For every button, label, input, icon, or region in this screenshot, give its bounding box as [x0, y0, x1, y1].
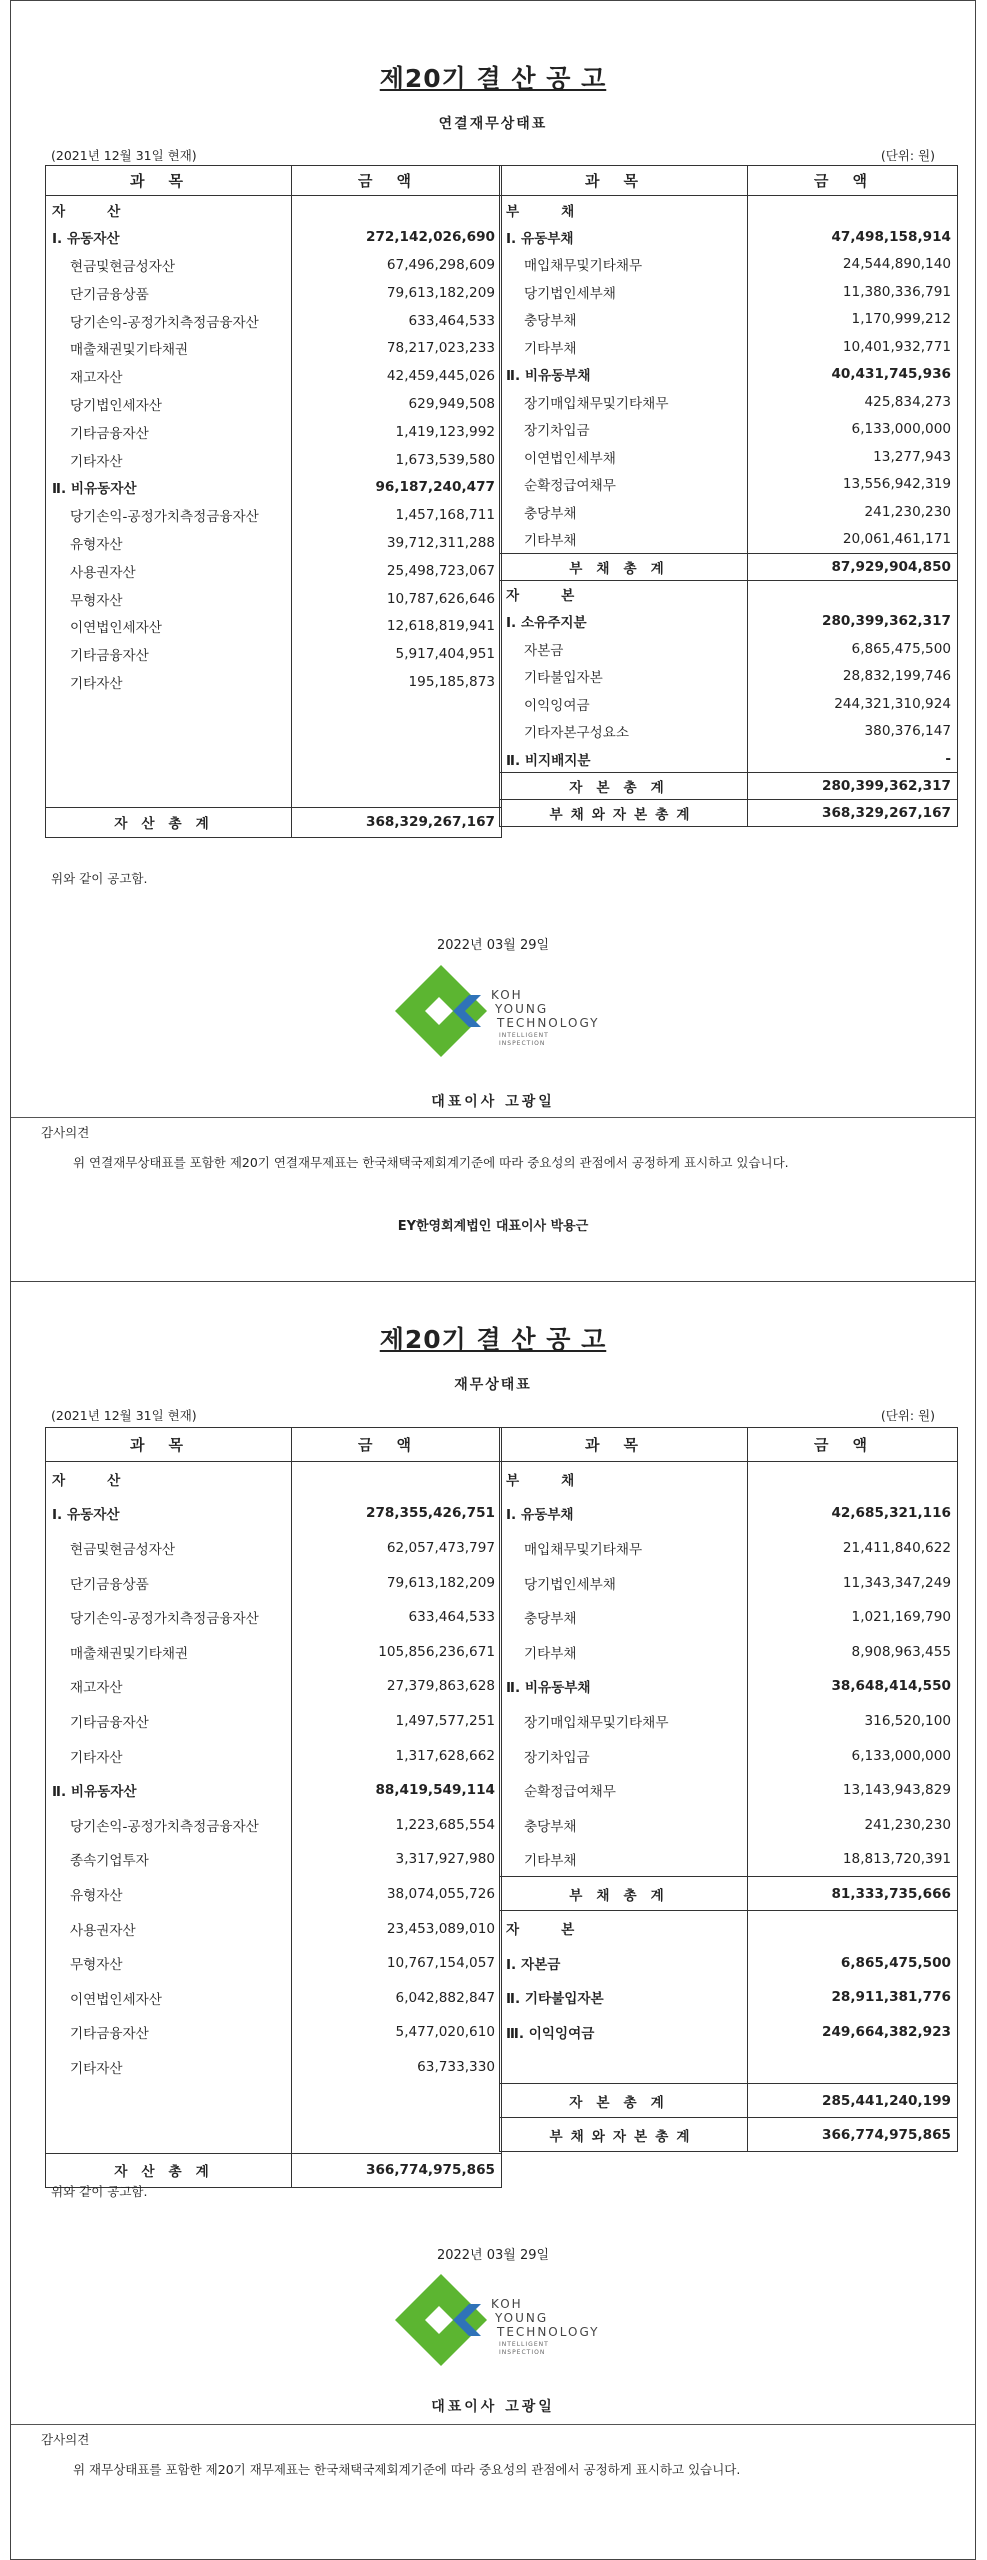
table-row [46, 1634, 502, 1669]
as-of-date: (2021년 12월 31일 현재) [51, 148, 197, 163]
item-label: 사용권자산 [46, 557, 292, 585]
table-row [500, 1496, 958, 1531]
logo-line3: TECHNOLOGY [497, 2325, 600, 2339]
table-row [500, 223, 958, 251]
table-row [46, 1807, 502, 1842]
table-row [46, 473, 502, 501]
table-row [46, 668, 502, 696]
column-header-item: 과목 [500, 166, 748, 196]
logo-line4: INTELLIGENT [499, 2341, 549, 2348]
item-label: 장기매입채무및기타채무 [500, 388, 748, 416]
liab-total-label: 부채총계 [500, 553, 748, 580]
logo-line1: KOH [491, 988, 523, 1002]
item-label: 기타자산 [46, 2050, 292, 2085]
item-label: Ⅲ. 이익잉여금 [500, 2014, 748, 2049]
table-row [500, 745, 958, 773]
item-value: 1,457,168,711 [292, 501, 502, 529]
column-header-amount: 금액 [292, 166, 502, 196]
item-value: 272,142,026,690 [292, 223, 502, 251]
koh-young-logo-icon [391, 961, 621, 1065]
equity-total-value: 280,399,362,317 [748, 773, 958, 800]
statement-subtitle: 연결재무상태표 [438, 116, 548, 132]
item-value: 278,355,426,751 [292, 1496, 502, 1531]
equity-total-label: 자본총계 [500, 773, 748, 800]
item-value: 280,399,362,317 [748, 608, 958, 636]
consolidated-statement-notice [10, 0, 976, 1282]
item-label: Ⅱ. 비유동부채 [500, 1669, 748, 1704]
company-logo [391, 961, 621, 1065]
item-value: 629,949,508 [292, 390, 502, 418]
table-row [46, 640, 502, 668]
le-total-value: 368,329,267,167 [748, 800, 958, 827]
table-row [500, 1980, 958, 2015]
item-value: 88,419,549,114 [292, 1773, 502, 1808]
table-row [500, 251, 958, 279]
table-row [46, 251, 502, 279]
empty-row [46, 2084, 502, 2119]
item-label: 기타부채 [500, 1634, 748, 1669]
audit-opinion-text: 위 재무상태표를 포함한 제20기 재무제표는 한국채택국제회계기준에 따라 중요성의 관점에서 공정하게 표시하고 있습니다. [73, 2462, 741, 2477]
table-row [500, 1911, 958, 1946]
item-label: 이익잉여금 [500, 690, 748, 718]
table-row [46, 334, 502, 362]
table-row [500, 526, 958, 554]
table-row [46, 1842, 502, 1877]
item-value: 5,477,020,610 [292, 2015, 502, 2050]
item-value: 79,613,182,209 [292, 279, 502, 307]
item-label: 당기손익-공정가치측정금융자산 [46, 1807, 292, 1842]
item-value: 1,223,685,554 [292, 1807, 502, 1842]
item-value: 67,496,298,609 [292, 251, 502, 279]
le-total-label: 부채와자본총계 [500, 2118, 748, 2152]
table-row [500, 1462, 958, 1497]
item-label: Ⅰ. 소유주지분 [500, 608, 748, 636]
table-row [46, 1980, 502, 2015]
table-row [500, 498, 958, 526]
table-row [500, 690, 958, 718]
item-label: Ⅱ. 비유동부채 [500, 361, 748, 389]
notice-text: 위와 같이 공고함. [51, 871, 148, 886]
table-row [46, 501, 502, 529]
item-label: 재고자산 [46, 1669, 292, 1704]
audit-opinion-label: 감사의견 [41, 2432, 90, 2447]
item-value: 11,380,336,791 [748, 278, 958, 306]
table-row [500, 196, 958, 224]
item-label: 장기차입금 [500, 416, 748, 444]
table-row [46, 1496, 502, 1531]
item-value: 13,556,942,319 [748, 471, 958, 499]
item-value: 12,618,819,941 [292, 612, 502, 640]
item-value: 195,185,873 [292, 668, 502, 696]
item-value: 6,865,475,500 [748, 1945, 958, 1980]
table-row [46, 1669, 502, 1704]
item-value: 28,832,199,746 [748, 663, 958, 691]
divider [11, 1117, 975, 1118]
item-label: 사용권자산 [46, 1911, 292, 1946]
item-label: 당기손익-공정가치측정금융자산 [46, 501, 292, 529]
table-row [500, 718, 958, 746]
table-row [46, 1911, 502, 1946]
liab-total-label: 부채총계 [500, 1877, 748, 1911]
item-label: 충당부채 [500, 1600, 748, 1635]
logo-line2: YOUNG [495, 1002, 549, 1016]
item-label: 당기법인세부채 [500, 1565, 748, 1600]
item-value: 27,379,863,628 [292, 1669, 502, 1704]
section-header: 부채 [500, 1462, 748, 1497]
table-row [500, 1600, 958, 1635]
logo-line3: TECHNOLOGY [497, 1016, 600, 1030]
item-value: 47,498,158,914 [748, 223, 958, 251]
audit-opinion-label: 감사의견 [41, 1125, 90, 1140]
item-value: 380,376,147 [748, 718, 958, 746]
table-row [46, 557, 502, 585]
item-label: 단기금융상품 [46, 279, 292, 307]
column-header-item: 과목 [500, 1428, 748, 1462]
notice-date: 2022년 03월 29일 [436, 938, 550, 953]
item-label: 기타자산 [46, 668, 292, 696]
item-value: 8,908,963,455 [748, 1634, 958, 1669]
notice-text: 위와 같이 공고함. [51, 2184, 148, 2199]
item-label: 기타금융자산 [46, 1704, 292, 1739]
column-header-amount: 금액 [292, 1428, 502, 1462]
item-label: 기타자산 [46, 446, 292, 474]
item-value: 316,520,100 [748, 1704, 958, 1739]
item-value: 13,277,943 [748, 443, 958, 471]
table-row [500, 663, 958, 691]
assets-table [45, 1427, 502, 2188]
section-header: 자산 [46, 196, 292, 224]
table-row [46, 529, 502, 557]
table-row [46, 1738, 502, 1773]
koh-young-logo-icon [391, 2270, 621, 2374]
item-value: 1,673,539,580 [292, 446, 502, 474]
item-value: 5,917,404,951 [292, 640, 502, 668]
item-label: 순확정급여채무 [500, 1773, 748, 1808]
item-value: 13,143,943,829 [748, 1773, 958, 1808]
table-row [500, 388, 958, 416]
item-value: 11,343,347,249 [748, 1565, 958, 1600]
item-value: 40,431,745,936 [748, 361, 958, 389]
table-row [500, 278, 958, 306]
asset-total-value: 366,774,975,865 [292, 2153, 502, 2187]
table-row [500, 608, 958, 636]
table-row [500, 306, 958, 334]
item-label: 당기법인세자산 [46, 390, 292, 418]
item-label: 무형자산 [46, 585, 292, 613]
as-of-date: (2021년 12월 31일 현재) [51, 1408, 197, 1423]
empty-row [46, 724, 502, 752]
item-label: Ⅱ. 비유동자산 [46, 473, 292, 501]
item-value: 6,042,882,847 [292, 1980, 502, 2015]
item-value: 249,664,382,923 [748, 2014, 958, 2049]
item-value: 21,411,840,622 [748, 1531, 958, 1566]
section-header: 자산 [46, 1462, 292, 1497]
table-row [500, 1738, 958, 1773]
column-header-item: 과목 [46, 166, 292, 196]
item-label: 기타부채 [500, 1842, 748, 1877]
item-label: 현금및현금성자산 [46, 1531, 292, 1566]
item-value: 79,613,182,209 [292, 1565, 502, 1600]
item-value: 6,865,475,500 [748, 635, 958, 663]
table-row [46, 1946, 502, 1981]
empty-row [46, 779, 502, 807]
logo-line4: INTELLIGENT [499, 1032, 549, 1039]
table-row [500, 1634, 958, 1669]
divider [11, 2424, 975, 2425]
item-label: Ⅱ. 기타불입자본 [500, 1980, 748, 2015]
item-label: 이연법인세부채 [500, 443, 748, 471]
notice-date: 2022년 03월 29일 [436, 2248, 550, 2263]
item-value: 23,453,089,010 [292, 1911, 502, 1946]
item-value: 18,813,720,391 [748, 1842, 958, 1877]
table-row [46, 1704, 502, 1739]
table-row [46, 1531, 502, 1566]
item-label: 현금및현금성자산 [46, 251, 292, 279]
logo-line2: YOUNG [495, 2311, 549, 2325]
item-label: 당기손익-공정가치측정금융자산 [46, 1600, 292, 1635]
company-logo [391, 2270, 621, 2374]
item-label: 당기법인세부채 [500, 278, 748, 306]
item-label: 기타금융자산 [46, 2015, 292, 2050]
item-value: 20,061,461,171 [748, 526, 958, 554]
item-value: 6,133,000,000 [748, 416, 958, 444]
item-label: Ⅱ. 비지배지분 [500, 745, 748, 773]
item-label: Ⅰ. 유동자산 [46, 1496, 292, 1531]
item-label: 순확정급여채무 [500, 471, 748, 499]
table-row [46, 390, 502, 418]
item-value: 241,230,230 [748, 498, 958, 526]
asset-total-label: 자산총계 [46, 2153, 292, 2187]
item-label: 종속기업투자 [46, 1842, 292, 1877]
item-value: 1,497,577,251 [292, 1704, 502, 1739]
table-row [500, 1842, 958, 1877]
table-row [500, 2014, 958, 2049]
item-value: 10,767,154,057 [292, 1946, 502, 1981]
item-value: 42,459,445,026 [292, 362, 502, 390]
item-value: 1,021,169,790 [748, 1600, 958, 1635]
table-row [46, 446, 502, 474]
item-value: 42,685,321,116 [748, 1496, 958, 1531]
statement-subtitle: 재무상태표 [454, 1377, 532, 1393]
item-value: 1,170,999,212 [748, 306, 958, 334]
item-value: 25,498,723,067 [292, 557, 502, 585]
column-header-amount: 금액 [748, 166, 958, 196]
item-value: 1,317,628,662 [292, 1738, 502, 1773]
item-value: 1,419,123,992 [292, 418, 502, 446]
item-value: 244,321,310,924 [748, 690, 958, 718]
empty-row [46, 751, 502, 779]
item-label: Ⅱ. 비유동자산 [46, 1773, 292, 1808]
logo-line1: KOH [491, 2297, 523, 2311]
ceo-name: 대표이사 고광일 [431, 2399, 555, 2415]
asset-total-value: 368,329,267,167 [292, 807, 502, 837]
item-label: 기타부채 [500, 526, 748, 554]
empty-row [46, 696, 502, 724]
column-header-item: 과목 [46, 1428, 292, 1462]
item-value: 10,787,626,646 [292, 585, 502, 613]
item-label: 기타자산 [46, 1738, 292, 1773]
table-row [46, 1462, 502, 1497]
item-label: 기타금융자산 [46, 640, 292, 668]
item-label: Ⅰ. 자본금 [500, 1945, 748, 1980]
empty-row [46, 2119, 502, 2154]
table-row [46, 418, 502, 446]
table-row [46, 196, 502, 224]
section-header: 자본 [500, 1911, 748, 1946]
table-row [500, 333, 958, 361]
item-label: 장기차입금 [500, 1738, 748, 1773]
item-label: 기타금융자산 [46, 418, 292, 446]
le-total-label: 부채와자본총계 [500, 800, 748, 827]
item-value: 38,074,055,726 [292, 1877, 502, 1912]
table-row [46, 1600, 502, 1635]
auditor-name: EY한영회계법인 대표이사 박용근 [397, 1219, 589, 1234]
column-header-amount: 금액 [748, 1428, 958, 1462]
le-total-value: 366,774,975,865 [748, 2118, 958, 2152]
table-row [500, 1773, 958, 1808]
table-row [46, 1877, 502, 1912]
item-label: Ⅰ. 유동부채 [500, 1496, 748, 1531]
item-label: 매출채권및기타채권 [46, 334, 292, 362]
item-label: 당기손익-공정가치측정금융자산 [46, 307, 292, 335]
item-value: 10,401,932,771 [748, 333, 958, 361]
notice-title: 제20기 결 산 공 고 [379, 1325, 607, 1354]
item-label: 유형자산 [46, 1877, 292, 1912]
table-row [46, 362, 502, 390]
audit-opinion-text: 위 연결재무상태표를 포함한 제20기 연결재무제표는 한국채택국제회계기준에 따라 중요성의 관점에서 공정하게 표시하고 있습니다. [73, 1155, 789, 1170]
item-label: 매입채무및기타채무 [500, 251, 748, 279]
item-label: 충당부채 [500, 498, 748, 526]
table-row [46, 223, 502, 251]
liab-total-value: 87,929,904,850 [748, 553, 958, 580]
table-row [46, 2015, 502, 2050]
item-label: Ⅰ. 유동자산 [46, 223, 292, 251]
table-row [46, 307, 502, 335]
item-value: 78,217,023,233 [292, 334, 502, 362]
item-label: 이연법인세자산 [46, 1980, 292, 2015]
table-row [46, 279, 502, 307]
table-row [500, 443, 958, 471]
item-value: 62,057,473,797 [292, 1531, 502, 1566]
item-label: 단기금융상품 [46, 1565, 292, 1600]
item-value: 96,187,240,477 [292, 473, 502, 501]
liabilities-equity-table [499, 1427, 958, 2152]
item-label: 매출채권및기타채권 [46, 1634, 292, 1669]
item-value: 6,133,000,000 [748, 1738, 958, 1773]
item-label: 충당부채 [500, 306, 748, 334]
table-row [500, 361, 958, 389]
item-label: 이연법인세자산 [46, 612, 292, 640]
assets-table [45, 165, 502, 838]
item-label: 충당부채 [500, 1807, 748, 1842]
item-label: 자본금 [500, 635, 748, 663]
item-label: 기타불입자본 [500, 663, 748, 691]
item-value: 425,834,273 [748, 388, 958, 416]
table-row [500, 1704, 958, 1739]
item-value: 63,733,330 [292, 2050, 502, 2085]
table-row [500, 1531, 958, 1566]
table-row [500, 1669, 958, 1704]
table-row [500, 1565, 958, 1600]
table-row [46, 585, 502, 613]
item-value: 633,464,533 [292, 307, 502, 335]
empty-row [500, 2049, 958, 2084]
item-value: 633,464,533 [292, 1600, 502, 1635]
liabilities-equity-table [499, 165, 958, 827]
item-label: 기타부채 [500, 333, 748, 361]
table-row [500, 416, 958, 444]
liab-total-value: 81,333,735,666 [748, 1877, 958, 1911]
asset-total-label: 자산총계 [46, 807, 292, 837]
table-row [46, 612, 502, 640]
table-row [500, 1807, 958, 1842]
item-value: 39,712,311,288 [292, 529, 502, 557]
item-value: 241,230,230 [748, 1807, 958, 1842]
item-value: 24,544,890,140 [748, 251, 958, 279]
item-label: 재고자산 [46, 362, 292, 390]
item-value: 38,648,414,550 [748, 1669, 958, 1704]
table-row [500, 471, 958, 499]
table-row [46, 2050, 502, 2085]
unit-label: (단위: 원) [880, 148, 935, 163]
section-header: 자본 [500, 580, 748, 608]
section-header: 부채 [500, 196, 748, 224]
equity-total-label: 자본총계 [500, 2084, 748, 2118]
table-row [46, 1565, 502, 1600]
notice-title: 제20기 결 산 공 고 [379, 64, 607, 93]
separate-statement-notice [10, 1282, 976, 2560]
table-row [46, 1773, 502, 1808]
item-label: 무형자산 [46, 1946, 292, 1981]
ceo-name: 대표이사 고광일 [431, 1094, 555, 1110]
table-row [500, 580, 958, 608]
unit-label: (단위: 원) [880, 1408, 935, 1423]
item-label: 장기매입채무및기타채무 [500, 1704, 748, 1739]
item-value: 28,911,381,776 [748, 1980, 958, 2015]
item-label: 유형자산 [46, 529, 292, 557]
item-value: - [748, 745, 958, 773]
equity-total-value: 285,441,240,199 [748, 2084, 958, 2118]
table-row [500, 1945, 958, 1980]
item-label: 매입채무및기타채무 [500, 1531, 748, 1566]
item-value: 105,856,236,671 [292, 1634, 502, 1669]
table-row [500, 635, 958, 663]
item-label: 기타자본구성요소 [500, 718, 748, 746]
item-value: 3,317,927,980 [292, 1842, 502, 1877]
logo-line5: INSPECTION [499, 1040, 546, 1047]
item-label: Ⅰ. 유동부채 [500, 223, 748, 251]
logo-line5: INSPECTION [499, 2349, 546, 2356]
